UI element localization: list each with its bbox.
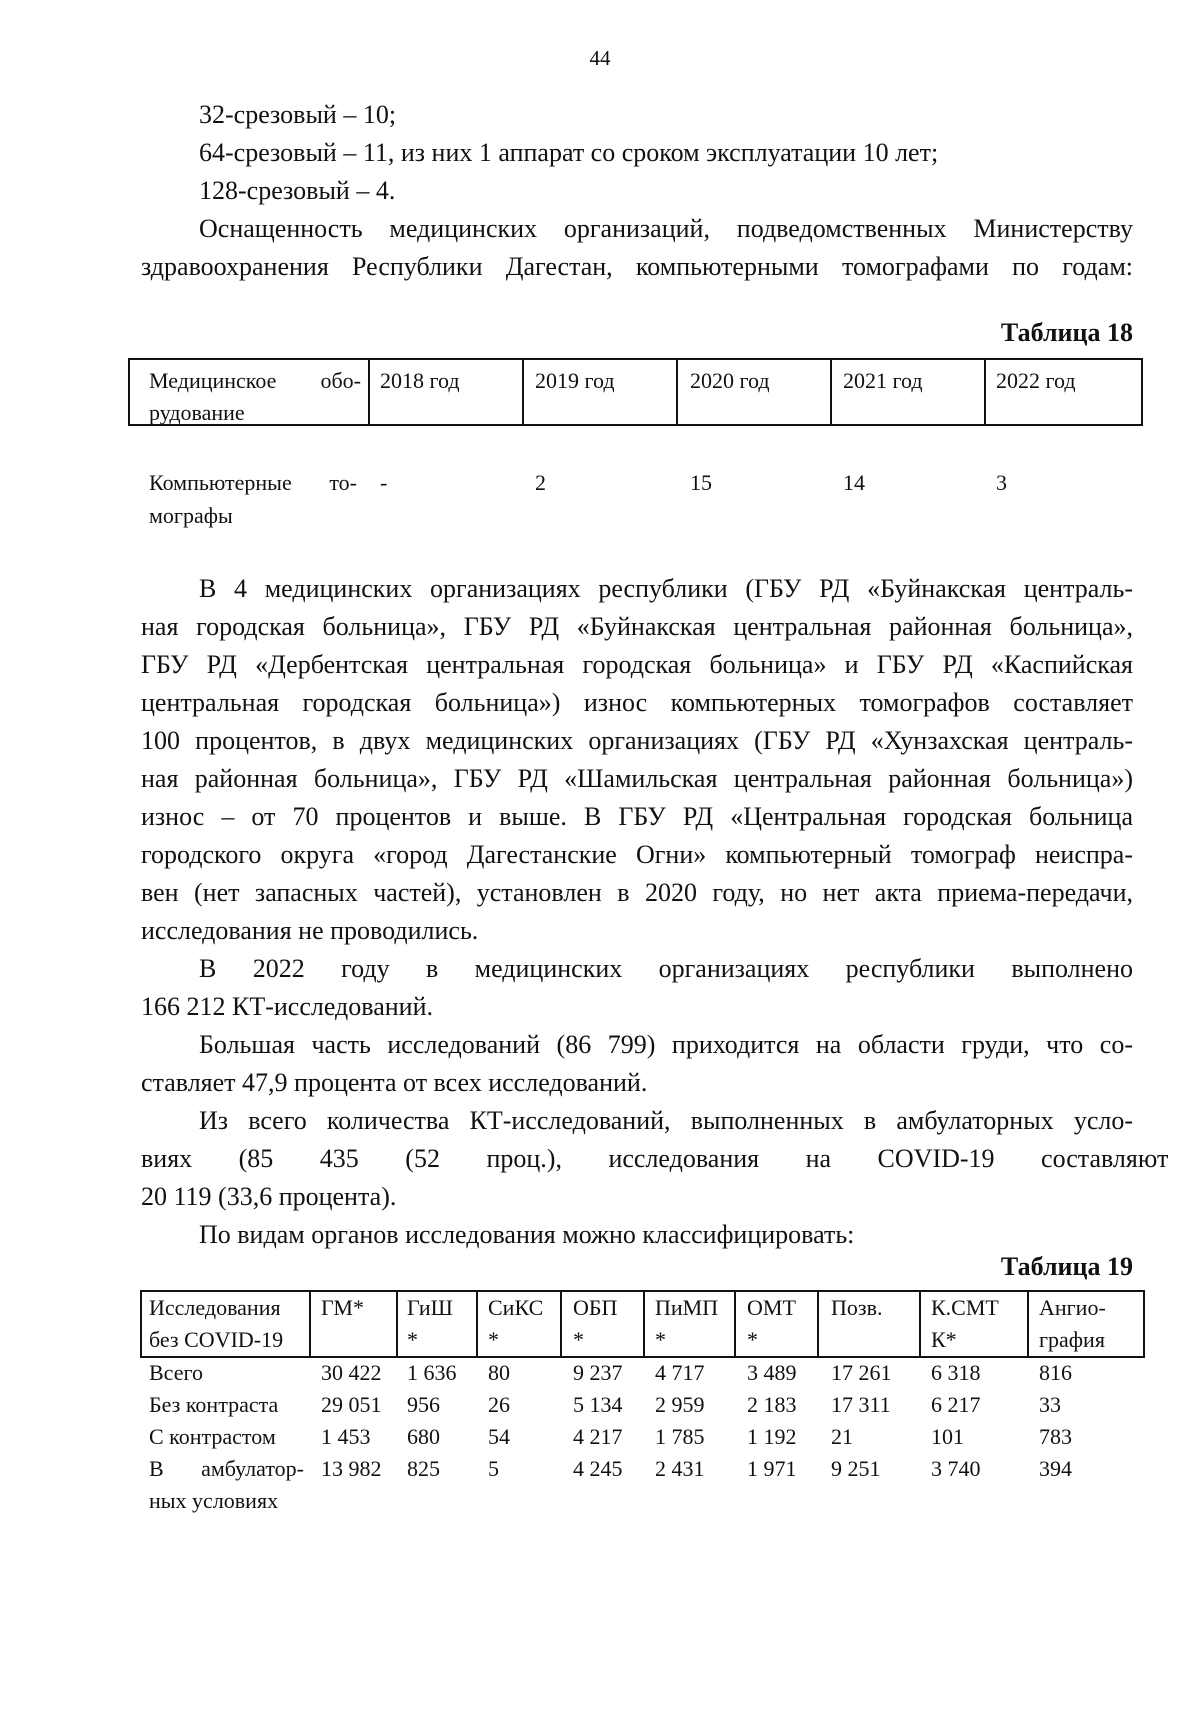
intro-line: 128-срезовый – 4. bbox=[199, 176, 396, 205]
paragraph-line: износ – от 70 процентов и выше. В ГБУ РД «Центральная городская больница bbox=[141, 802, 1133, 831]
table-19-row-label: Без контраста bbox=[149, 1392, 279, 1417]
table-19-header: Исследования bbox=[149, 1295, 281, 1320]
table-19-header: графия bbox=[1039, 1327, 1105, 1352]
table-18-header-year: 2020 год bbox=[690, 368, 770, 393]
table-19-cell: 816 bbox=[1039, 1360, 1072, 1385]
table-19-header: ГиШ bbox=[407, 1295, 453, 1320]
table-19-cell: 101 bbox=[931, 1424, 964, 1449]
table-19-cell: 394 bbox=[1039, 1456, 1072, 1481]
table-19-header: ПиМП bbox=[655, 1295, 719, 1320]
table-19-header: К* bbox=[931, 1327, 957, 1352]
table-19-cell: 21 bbox=[831, 1424, 853, 1449]
paragraph-line: городского округа «город Дагестанские Огни» компьютерный томограф неиспра- bbox=[141, 840, 1133, 869]
table-19-header: Ангио- bbox=[1039, 1295, 1106, 1320]
table-18-header-year: 2021 год bbox=[843, 368, 923, 393]
table-19-header: К.СМТ bbox=[931, 1295, 999, 1320]
table-19-cell: 783 bbox=[1039, 1424, 1072, 1449]
table-18-header-year: 2022 год bbox=[996, 368, 1076, 393]
table-19-header: ОБП bbox=[573, 1295, 618, 1320]
table-19-cell: 4 217 bbox=[573, 1424, 623, 1449]
paragraph-line: здравоохранения Республики Дагестан, компьютерными томографами по годам: bbox=[141, 252, 1133, 281]
table-19-cell: 5 bbox=[488, 1456, 499, 1481]
table-19-row-label: Всего bbox=[149, 1360, 203, 1385]
table-19-cell: 5 134 bbox=[573, 1392, 623, 1417]
paragraph-line: В 2022 году в медицинских организациях республики выполнено bbox=[199, 954, 1133, 983]
table-18-row-label: мографы bbox=[149, 503, 233, 528]
table-19-header: * bbox=[407, 1327, 418, 1352]
table-19-cell: 3 740 bbox=[931, 1456, 981, 1481]
table-18-caption: Таблица 18 bbox=[1000, 318, 1133, 347]
table-19-caption: Таблица 19 bbox=[1000, 1252, 1133, 1281]
paragraph-line: ставляет 47,9 процента от всех исследований. bbox=[141, 1068, 648, 1097]
table-19-cell: 1 192 bbox=[747, 1424, 797, 1449]
table-19-header: ГМ* bbox=[321, 1295, 364, 1320]
table-19-cell: 1 453 bbox=[321, 1424, 371, 1449]
table-19-header: * bbox=[488, 1327, 499, 1352]
table-19-cell: 80 bbox=[488, 1360, 510, 1385]
paragraph-line: центральная городская больница») износ компьютерных томографов составляет bbox=[141, 688, 1133, 717]
table-19-header: * bbox=[573, 1327, 584, 1352]
table-19-cell: 2 431 bbox=[655, 1456, 705, 1481]
table-18-value: 3 bbox=[996, 470, 1007, 495]
paragraph-line: В 4 медицинских организациях республики (ГБУ РД «Буйнакская централь- bbox=[199, 574, 1133, 603]
table-19-cell: 4 245 bbox=[573, 1456, 623, 1481]
table-19-cell: 1 971 bbox=[747, 1456, 797, 1481]
table-19-cell: 2 959 bbox=[655, 1392, 705, 1417]
table-19-cell: 1 636 bbox=[407, 1360, 457, 1385]
table-18-value: - bbox=[380, 470, 388, 495]
table-18-row-label: Компьютерные то- bbox=[149, 470, 357, 495]
table-19-row-label: С контрастом bbox=[149, 1424, 276, 1449]
table-18-value: 14 bbox=[843, 470, 865, 495]
table-19-cell: 13 982 bbox=[321, 1456, 382, 1481]
table-19-cell: 6 217 bbox=[931, 1392, 981, 1417]
table-19-cell: 33 bbox=[1039, 1392, 1061, 1417]
table-19-header: Позв. bbox=[831, 1295, 883, 1320]
table-19-header: * bbox=[655, 1327, 666, 1352]
table-19-cell: 4 717 bbox=[655, 1360, 705, 1385]
table-19-cell: 956 bbox=[407, 1392, 440, 1417]
table-18-header-equipment: Медицинское обо- bbox=[149, 368, 361, 393]
table-19-header: СиКС bbox=[488, 1295, 544, 1320]
table-18-header-equipment: рудование bbox=[149, 400, 245, 425]
paragraph-line: виях (85 435 (52 проц.), исследования на COVID-19 составляют bbox=[141, 1144, 1169, 1173]
table-19-cell: 825 bbox=[407, 1456, 440, 1481]
table-18-header-year: 2019 год bbox=[535, 368, 615, 393]
table-19-cell: 54 bbox=[488, 1424, 510, 1449]
paragraph-line: ная городская больница», ГБУ РД «Буйнакская центральная районная больница», bbox=[141, 612, 1133, 641]
page-number: 44 bbox=[589, 46, 611, 70]
paragraph-line: Большая часть исследований (86 799) приходится на области груди, что со- bbox=[199, 1030, 1133, 1059]
paragraph-line: Оснащенность медицинских организаций, подведомственных Министерству bbox=[199, 214, 1133, 243]
table-18-header-year: 2018 год bbox=[380, 368, 460, 393]
paragraph-line: исследования не проводились. bbox=[141, 916, 479, 945]
table-18-value: 2 bbox=[535, 470, 546, 495]
table-19-cell: 9 237 bbox=[573, 1360, 623, 1385]
table-19-row-label: В амбулатор- bbox=[149, 1456, 304, 1481]
paragraph-line: Из всего количества КТ-исследований, выполненных в амбулаторных усло- bbox=[199, 1106, 1133, 1135]
paragraph-line: ГБУ РД «Дербентская центральная городская больница» и ГБУ РД «Каспийская bbox=[141, 650, 1133, 679]
intro-line: 64-срезовый – 11, из них 1 аппарат со сроком эксплуатации 10 лет; bbox=[199, 138, 939, 167]
table-19-header: * bbox=[747, 1327, 758, 1352]
table-19-header: ОМТ bbox=[747, 1295, 796, 1320]
table-19-row-label: ных условиях bbox=[149, 1488, 279, 1513]
intro-line: 32-срезовый – 10; bbox=[199, 100, 397, 129]
paragraph-line: 166 212 КТ-исследований. bbox=[141, 992, 433, 1021]
paragraph-line: 100 процентов, в двух медицинских организациях (ГБУ РД «Хунзахская централь- bbox=[141, 726, 1133, 755]
table-19-cell: 17 261 bbox=[831, 1360, 892, 1385]
table-18-value: 15 bbox=[690, 470, 712, 495]
table-19-cell: 29 051 bbox=[321, 1392, 382, 1417]
table-19-cell: 26 bbox=[488, 1392, 510, 1417]
table-19-cell: 2 183 bbox=[747, 1392, 797, 1417]
paragraph-line: вен (нет запасных частей), установлен в 2020 году, но нет акта приема-передачи, bbox=[141, 878, 1133, 907]
table-19-header: без COVID-19 bbox=[149, 1327, 284, 1352]
table-19-cell: 1 785 bbox=[655, 1424, 705, 1449]
paragraph-line: 20 119 (33,6 процента). bbox=[141, 1182, 397, 1211]
paragraph-line: ная районная больница», ГБУ РД «Шамильская центральная районная больница») bbox=[141, 764, 1133, 793]
table-19-cell: 3 489 bbox=[747, 1360, 797, 1385]
table-19-cell: 17 311 bbox=[831, 1392, 891, 1417]
table-19-cell: 9 251 bbox=[831, 1456, 881, 1481]
table-19-cell: 30 422 bbox=[321, 1360, 382, 1385]
table-19-cell: 680 bbox=[407, 1424, 440, 1449]
paragraph-line: По видам органов исследования можно классифицировать: bbox=[199, 1220, 855, 1249]
table-19-cell: 6 318 bbox=[931, 1360, 981, 1385]
